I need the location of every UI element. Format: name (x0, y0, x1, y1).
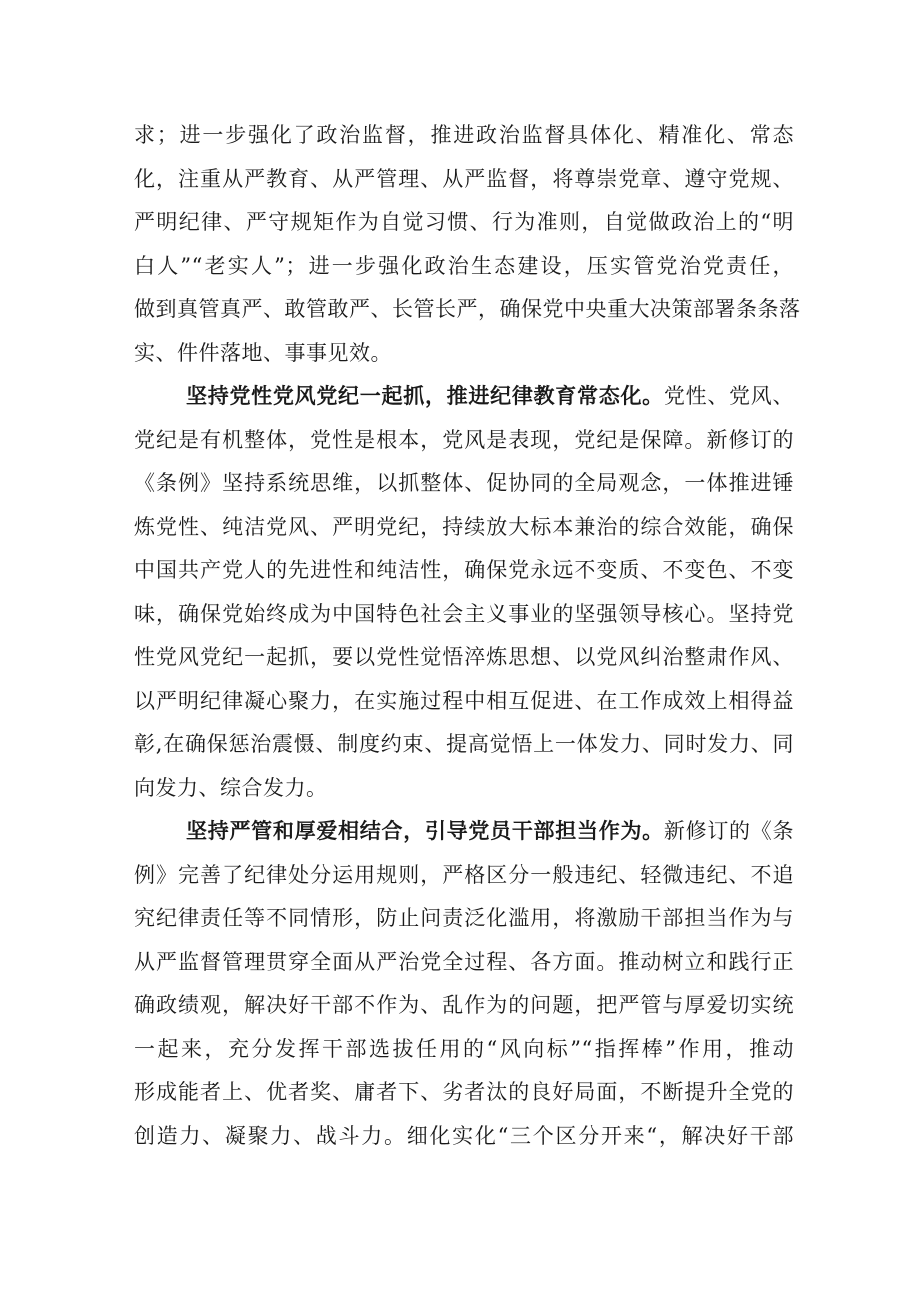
text-line: 向发力、综合发力。 (134, 775, 328, 800)
text-line: 实、件件落地、事事见效。 (134, 340, 392, 365)
text-fragment: 党性、党风、 (663, 384, 795, 408)
text-line: 例》完善了纪律处分运用规则，严格区分一般违纪、轻微违纪、不追 (134, 862, 794, 887)
paragraph-1 (134, 114, 801, 375)
paragraph-3 (134, 810, 794, 1158)
text-line: 炼党性、纯洁党风、严明党纪，持续放大标本兼治的综合效能，确保 (134, 514, 794, 539)
text-line: 创造力、凝聚力、战斗力。细化实化“三个区分开来“，解决好干部 (134, 1123, 794, 1148)
text-line: 党纪是有机整体，党性是根本，党风是表现，党纪是保障。新修订的 (134, 427, 794, 452)
text-line: 做到真管真严、敢管敢严、长管长严，确保党中央重大决策部署条条落 (134, 297, 801, 321)
text-line: 严明纪律、严守规矩作为自觉习惯、行为准则，自觉做政治上的“明 (134, 210, 794, 234)
text-line: 从严监督管理贯穿全面从严治党全过程、各方面。推动树立和践行正 (134, 949, 794, 974)
text-line-first (134, 375, 794, 419)
text-line: 确政绩观，解决好干部不作为、乱作为的问题，把严管与厚爱切实统 (134, 993, 794, 1017)
text-line: 形成能者上、优者奖、庸者下、劣者汰的良好局面，不断提升全党的 (134, 1080, 794, 1104)
text-line: 彰,在确保惩治震慑、制度约束、提高觉悟上一体发力、同时发力、同 (134, 732, 794, 756)
paragraph-lead-heading: 坚持党性党风党纪一起抓，推进纪律教育常态化。 (186, 384, 664, 408)
text-line: 《条例》坚持系统思维，以抓整体、促协同的全局观念，一体推进锤 (134, 471, 794, 495)
text-line-first (134, 810, 794, 854)
text-line: 化，注重从严教育、从严管理、从严监督，将尊崇党章、遵守党规、 (134, 166, 794, 191)
text-line: 白人”“老实人”；进一步强化政治生态建设，压实管党治党责任， (134, 253, 794, 278)
text-line: 求；进一步强化了政治监督，推进政治监督具体化、精准化、常态 (134, 123, 794, 147)
text-line: 味，确保党始终成为中国特色社会主义事业的坚强领导核心。坚持党 (134, 601, 794, 626)
text-line: 究纪律责任等不同情形，防止问责泛化滥用，将激励干部担当作为与 (134, 906, 794, 930)
text-line: 一起来，充分发挥干部选拔任用的“风向标”“指挥棒”作用，推动 (134, 1036, 794, 1061)
text-line: 以严明纪律凝心聚力，在实施过程中相互促进、在工作成效上相得益 (134, 688, 794, 713)
paragraph-lead-heading: 坚持严管和厚爱相结合，引导党员干部担当作为。 (186, 819, 664, 843)
paragraph-2 (134, 375, 794, 810)
text-line: 中国共产党人的先进性和纯洁性，确保党永远不变质、不变色、不变 (134, 558, 794, 582)
text-line: 性党风党纪一起抓，要以党性觉悟淬炼思想、以党风纠治整肃作风、 (134, 645, 794, 669)
text-fragment: 新修订的《条 (663, 819, 795, 843)
